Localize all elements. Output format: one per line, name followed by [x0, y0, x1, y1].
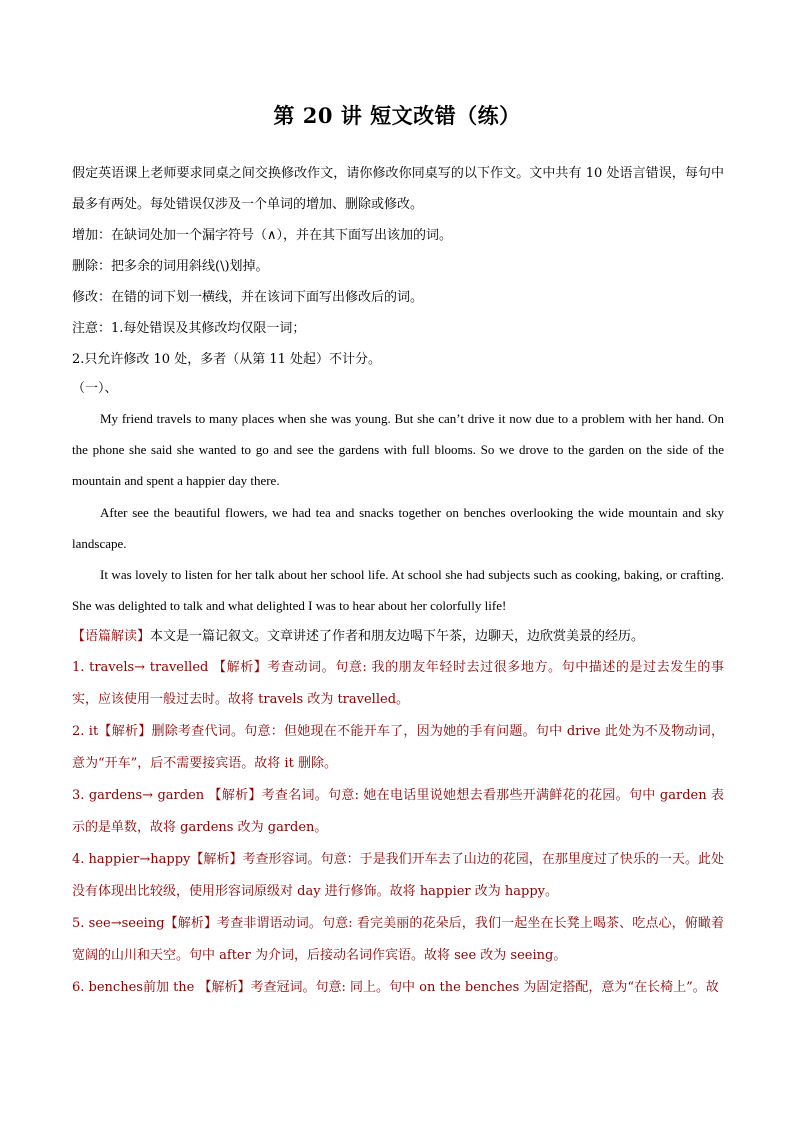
- analysis-text: 本文是一篇记叙文。文章讲述了作者和朋友边喝下午茶，边聊天，边欣赏美景的经历。: [150, 629, 645, 645]
- answer-item: 2. it【解析】删除考查代词。句意：但她现在不能开车了，因为她的手有问题。句中 drive 此处为不及物动词，意为“开车”，后不需要接宾语。故将 it 删除。: [72, 724, 724, 772]
- passage-paragraph-3: It was lovely to listen for her talk about her school life. At school she had subjects such as cooking, baking, or crafting. She was delighted to talk and what delighted I was to hear about her colorfully life!: [72, 567, 724, 614]
- passage-paragraph-1: My friend travels to many places when she was young. But she can’t drive it now due to a problem with her hand. On the phone she said she wanted to go and see the gardens with full blooms. So we drove to the garden on the side of the mountain and spent a happier day there.: [72, 411, 724, 489]
- answer-item: 3. gardens→ garden 【解析】考查名词。句意: 她在电话里说她想去看那些开满鲜花的花园。句中 garden 表示的是单数，故将 gardens 改为 garden。: [72, 788, 724, 836]
- page-title: 第 20 讲 短文改错（练）: [273, 103, 521, 128]
- answer-item: 6. benches前加 the 【解析】考查冠词。句意: 同上。句中 on the benches 为固定搭配，意为“在长椅上”。故: [72, 980, 719, 996]
- instruction-add: 增加：在缺词处加一个漏字符号（∧），并在其下面写出该加的词。: [72, 228, 453, 243]
- discourse-analysis: [72, 621, 724, 652]
- analysis-label: 【语篇解读】: [72, 629, 151, 645]
- instruction-delete: 删除：把多余的词用斜线(\)划掉。: [72, 259, 269, 274]
- answer-item: 1. travels→ travelled 【解析】考查动词。句意: 我的朋友年轻时去过很多地方。句中描述的是过去发生的事实，应该使用一般过去时。故将 travels 改为 travelled。: [72, 660, 724, 708]
- instruction-intro: 假定英语课上老师要求同桌之间交换修改作文，请你修改你同桌写的以下作文。文中共有 10 处语言错误，每句中最多有两处。每处错误仅涉及一个单词的增加、删除或修改。: [72, 166, 724, 212]
- document-body: [72, 158, 724, 1004]
- answer-item: 4. happier→happy【解析】考查形容词。句意：于是我们开车去了山边的花园，在那里度过了快乐的一天。此处没有体现出比较级，使用形容词原级对 day 进行修饰。故将 happier 改为 happy。: [72, 852, 724, 900]
- instruction-modify: 修改：在错的词下划一横线，并在该词下面写出修改后的词。: [72, 290, 424, 305]
- passage-paragraph-2: After see the beautiful flowers, we had tea and snacks together on benches overlooking the wide mountain and sky landscape.: [72, 504, 724, 551]
- section-label: （一）、: [72, 381, 118, 396]
- instruction-note-2: 2.只允许修改 10 处，多者（从第 11 处起）不计分。: [72, 352, 382, 367]
- answer-item: 5. see→seeing【解析】考查非谓语动词。句意: 看完美丽的花朵后，我们一起坐在长凳上喝茶、吃点心，俯瞰着宽阔的山川和天空。句中 after 为介词，后接动名词作宾语。故将 see 改为 seeing。: [72, 916, 724, 964]
- instruction-note-1: 注意：1.每处错误及其修改均仅限一词；: [72, 321, 306, 336]
